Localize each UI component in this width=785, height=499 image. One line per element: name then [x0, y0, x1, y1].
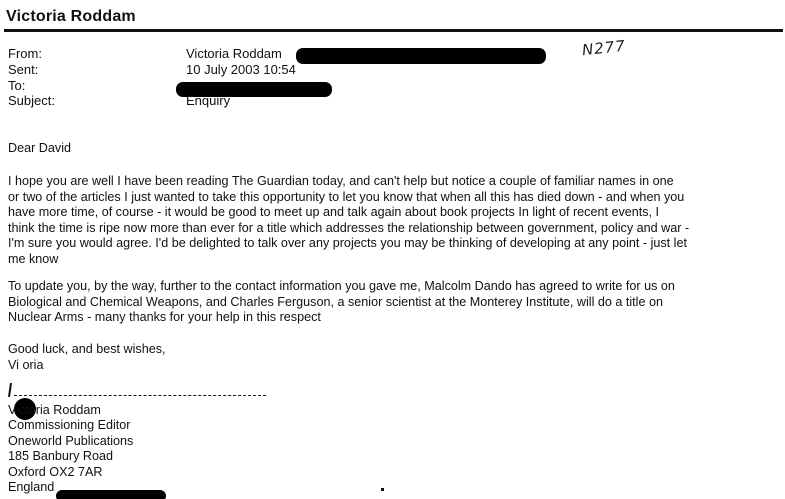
body-line: have more time, of course - it would be good to meet up and talk again about book projects In light of recent events, I — [8, 205, 660, 219]
subject-value: Enquiry — [186, 93, 231, 108]
body-line: Biological and Chemical Weapons, and Charles Ferguson, a senior scientist at the Monterey Institute, will do a title on — [8, 294, 663, 309]
sender-banner: Victoria Roddam — [6, 8, 136, 25]
sent-label: Sent: — [8, 62, 39, 77]
from-value: Victoria Roddam — [186, 46, 282, 61]
body-line: I'm sure you would agree. I'd be delighted to talk over any projects you may be thinking of developing at any point - just let — [8, 236, 687, 250]
signature-country: England — [8, 480, 55, 494]
signature-company: Oneworld Publications — [8, 434, 134, 448]
body-paragraph-2 — [8, 279, 780, 326]
from-label: From: — [8, 46, 42, 61]
subject-label: Subject: — [8, 93, 55, 108]
scan-speck — [381, 488, 384, 491]
body-line: or two of the articles I just wanted to take this opportunity to let you know that when all this has died down - and when you — [8, 189, 685, 204]
signature-dashed-rule — [14, 395, 266, 396]
footer-redaction — [56, 490, 166, 499]
body-line: me know — [8, 251, 59, 266]
to-label: To: — [8, 78, 26, 93]
sign-off-name: Vi oria — [8, 358, 44, 372]
body-line: To update you, by the way, further to the contact information you gave me, Malcolm Dando has agreed to write for us on — [8, 279, 675, 293]
sent-value: 10 July 2003 10:54 — [186, 62, 296, 77]
handwritten-note: N277 — [581, 36, 627, 60]
closing-line: Good luck, and best wishes, — [8, 342, 166, 356]
signature-address-2: Oxford OX2 7AR — [8, 465, 103, 479]
banner-divider — [4, 29, 783, 32]
signature-stroke — [8, 383, 12, 397]
signature-address-1: 185 Banbury Road — [8, 449, 114, 463]
body-line: Nuclear Arms - many thanks for your help in this respect — [8, 310, 321, 324]
greeting: Dear David — [8, 141, 71, 155]
signature-title: Commissioning Editor — [8, 418, 131, 432]
body-line: I hope you are well I have been reading The Guardian today, and can't help but notice a couple of familiar names in one — [8, 174, 674, 188]
body-paragraph-1 — [8, 174, 780, 267]
body-line: think the time is ripe now more than ever for a title which addresses the relationship between government, policy and war - — [8, 220, 690, 235]
signature-name: Victoria Roddam — [8, 403, 101, 417]
from-redaction — [296, 48, 546, 64]
